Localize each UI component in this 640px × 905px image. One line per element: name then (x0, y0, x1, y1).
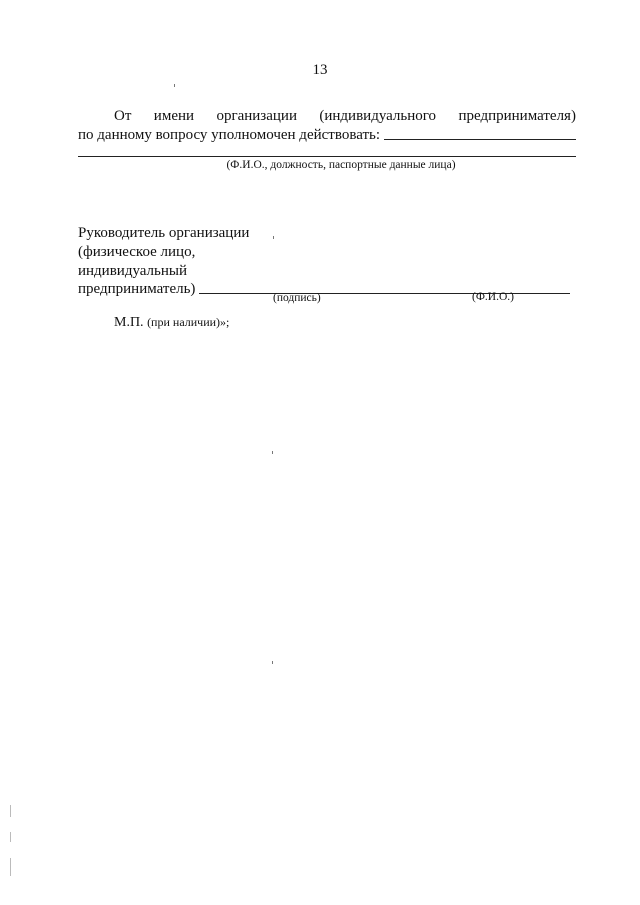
scan-edge-mark (10, 858, 11, 876)
stamp-placeholder (114, 315, 229, 331)
scan-edge-mark (10, 805, 11, 817)
stamp-note: (при наличии) (147, 315, 221, 329)
word-1: От (114, 108, 132, 124)
word-5: предпринимателя) (458, 108, 576, 124)
head-line-3: индивидуальный (78, 263, 188, 279)
authorized-person-caption: (Ф.И.О., должность, паспортные данные лица) (226, 159, 456, 171)
scan-speck (273, 236, 274, 239)
page-number: 13 (312, 62, 328, 78)
head-line-1: Руководитель организации (78, 225, 250, 241)
scan-edge-mark (10, 832, 11, 842)
scan-speck (272, 451, 273, 454)
authorization-line-2 (78, 127, 576, 144)
authorization-line-1 (78, 108, 576, 125)
word-2: имени (153, 108, 195, 124)
signature-caption: (подпись) (273, 292, 321, 304)
head-line-2: (физическое лицо, (78, 244, 196, 260)
word-4: (индивидуального (319, 108, 437, 124)
signature-blank (199, 292, 570, 294)
scan-speck (174, 84, 175, 87)
scan-speck (272, 661, 273, 664)
authorized-person-blank (384, 138, 576, 140)
head-title-block (78, 224, 249, 281)
head-line-4: предприниматель) (78, 281, 196, 297)
stamp-label: М.П. (114, 315, 144, 330)
authorized-person-details-blank (78, 156, 576, 157)
word-3: организации (216, 108, 297, 124)
authorization-text: по данному вопросу уполномочен действовать: (78, 127, 381, 143)
stamp-suffix: »; (220, 315, 230, 329)
head-name-caption: (Ф.И.О.) (472, 291, 514, 303)
